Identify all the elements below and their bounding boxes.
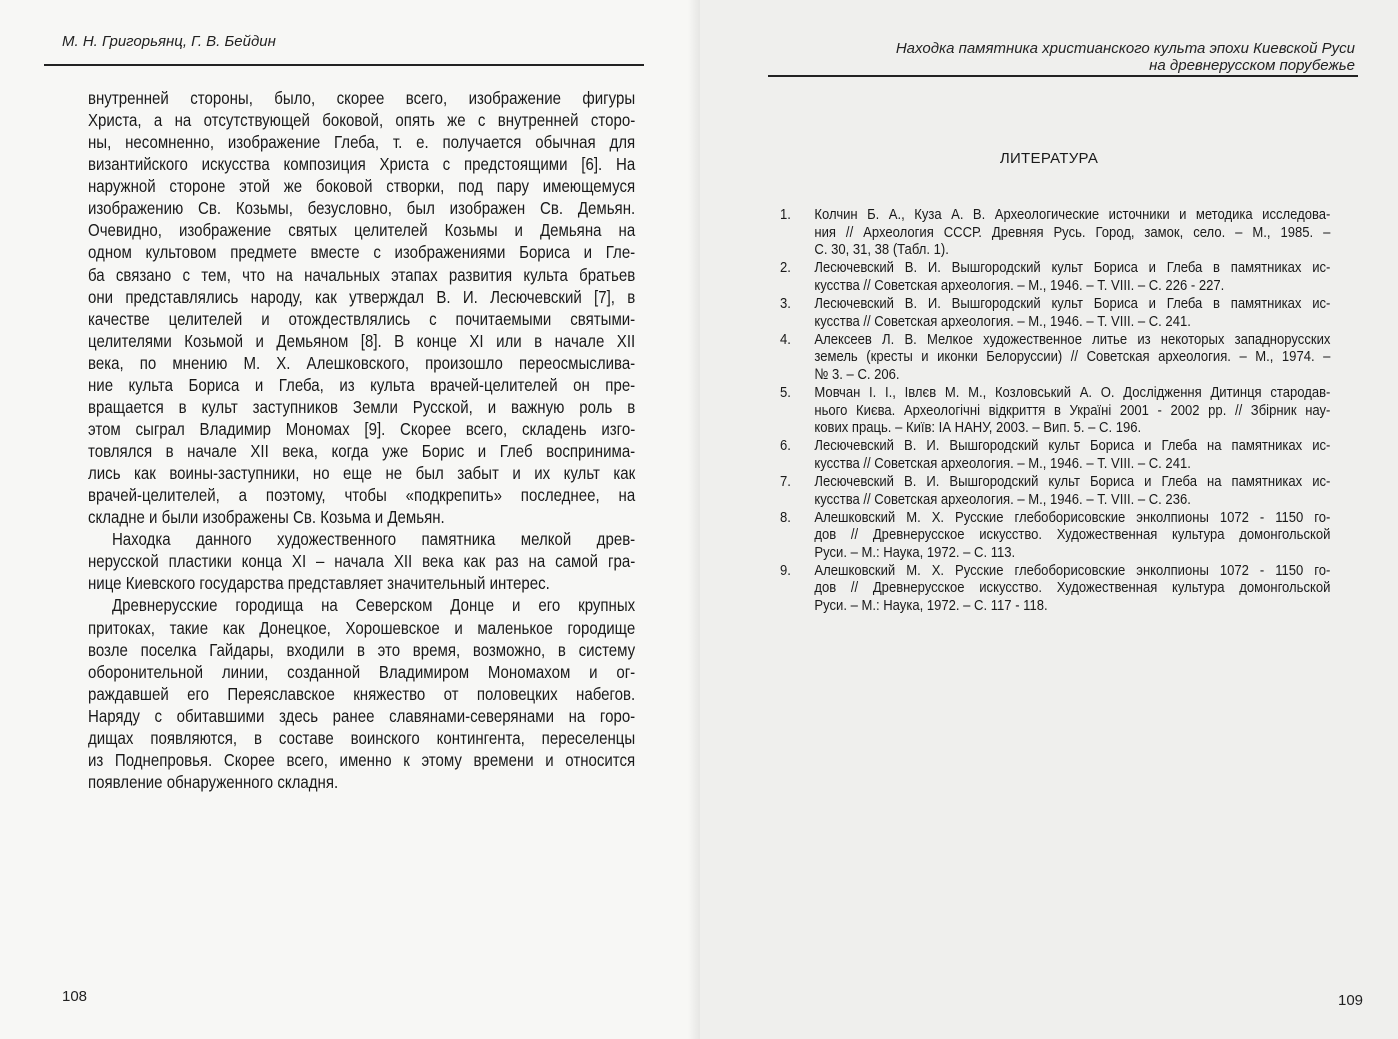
reference-line: ния // Археология СССР. Древняя Русь. Город, замок, село. – М., 1985. – (814, 223, 1331, 241)
reference-number: 6. (780, 437, 791, 455)
text-line: века, по мнению М. Х. Алешковского, произошло переосмыслива- (88, 352, 636, 373)
reference-number: 3. (780, 294, 791, 312)
reference-item (780, 437, 1330, 472)
header-rule (44, 64, 644, 66)
text-line: Находка данного художественного памятника мелкой древ- (111, 529, 636, 550)
reference-line: Лесючевский В. И. Вышгородский культ Бориса и Глеба на памятниках ис- (814, 472, 1331, 490)
reference-line: Алешковский М. Х. Русские глебоборисовские энколпионы 1072 - 1150 го- (814, 508, 1331, 526)
text-line: они представлялись народу, как утверждал В. И. Лесючевский [7], в (88, 286, 636, 307)
text-line: качестве целителей и отождествлялись с почитаемыми святыми- (88, 308, 636, 329)
reference-number: 4. (780, 330, 791, 348)
reference-line: С. 30, 31, 38 (Табл. 1). (814, 241, 949, 259)
reference-line: кусства // Советская археология. – М., 1946. – Т. VIII. – С. 241. (814, 454, 1191, 472)
reference-line: Алексеев Л. В. Мелкое художественное литье из некоторых западнорусских (814, 330, 1331, 348)
text-line: раждавшей его Переяславское княжество от половецких набегов. (88, 683, 636, 704)
reference-number: 9. (780, 561, 791, 579)
reference-line: кусства // Советская археология. – М., 1946. – Т. VIII. – С. 236. (814, 490, 1191, 508)
reference-item (780, 509, 1330, 562)
reference-line: дов // Древнерусское искусство. Художественная культура домонгольской (814, 526, 1331, 544)
reference-line: нього Києва. Археологічні відкриття в Україні 2001 - 2002 рр. // Збірник нау- (814, 401, 1331, 419)
text-line: Христа, а на отсутствующей боковой, опять же с внутренней сторо- (88, 110, 636, 131)
reference-item (780, 562, 1330, 615)
reference-item (780, 295, 1330, 330)
right-page (700, 0, 1398, 1039)
reference-line: Алешковский М. Х. Русские глебоборисовские энколпионы 1072 - 1150 го- (814, 561, 1331, 579)
text-line: Древнерусские городища на Северском Донце и его крупных (111, 595, 636, 616)
text-line: этом сыграл Владимир Мономах [9]. Скорее всего, складень изго- (88, 418, 636, 439)
text-line: изображению Св. Козьмы, безусловно, был изображен Св. Демьян. (88, 198, 636, 219)
reference-line: кусства // Советская археология. – М., 1946. – Т. VIII. – С. 226 - 227. (814, 276, 1225, 294)
text-line: ба связано с тем, что на начальных этапах развития культа братьев (88, 264, 636, 285)
reference-item (780, 206, 1330, 259)
text-line: появление обнаруженного складня. (88, 771, 339, 792)
reference-line: Колчин Б. А., Куза А. В. Археологические источники и методика исследова- (814, 206, 1331, 223)
text-line: товлялся в начале XII века, когда уже Борис и Глеб воспринима- (88, 441, 636, 461)
section-title: ЛИТЕРАТУРА (999, 150, 1099, 167)
reference-line: земель (кресты и иконки Белоруссии) // Советская археология. – М., 1974. – (814, 348, 1331, 366)
reference-line: кусства // Советская археология. – М., 1946. – Т. VIII. – С. 241. (814, 312, 1191, 330)
running-header-title (896, 40, 1355, 74)
text-line: складне и были изображены Св. Козьма и Демьян. (88, 507, 445, 528)
running-header-line: Находка памятника христианского культа эпохи Киевской Руси (895, 40, 1355, 57)
text-line: наружной стороне этой же боковой створки, под пару имеющемуся (88, 176, 636, 197)
reference-line: Мовчан І. І., Івлєв М. М., Козловський А. О. Дослідження Дитинця стародав- (814, 383, 1331, 401)
page-number: 108 (62, 988, 88, 1005)
text-line: нерусской пластики конца XI – начала XII века как раз на самой гра- (88, 551, 636, 572)
text-line: целителями Козьмой и Демьяном [8]. В конце XI или в начале XII (88, 330, 636, 351)
text-line: притоках, такие как Донецкое, Хорошевское и маленькое городище (88, 617, 636, 638)
reference-item (780, 259, 1330, 294)
reference-line: Лесючевский В. И. Вышгородский культ Бориса и Глеба в памятниках ис- (814, 259, 1331, 277)
reference-item (780, 384, 1330, 437)
header-rule (768, 75, 1358, 77)
reference-line: кових праць. – Київ: ІА НАНУ, 2003. – Вип. 5. – С. 196. (814, 419, 1142, 437)
text-line: дищах появляются, в составе воинского контингента, переселенцы (88, 727, 636, 748)
reference-list (780, 206, 1330, 615)
reference-line: № 3. – С. 206. (814, 365, 900, 383)
running-header-line: на древнерусском порубежье (1149, 57, 1355, 74)
text-line: лись как воины-заступники, но еще не был забыт и их культ как (88, 463, 636, 484)
text-line: одном культовом предмете вместе с изображениями Бориса и Гле- (88, 242, 636, 263)
reference-number: 2. (780, 259, 791, 277)
text-line: вращается в культ заступников Земли Русской, и важную роль в (88, 396, 636, 417)
page-number: 109 (1338, 992, 1364, 1009)
reference-item (780, 473, 1330, 508)
text-line: Очевидно, изображение святых целителей Козьмы и Демьяна на (88, 220, 636, 241)
reference-line: Лесючевский В. И. Вышгородский культ Бориса и Глеба на памятниках ис- (814, 437, 1331, 455)
reference-number: 7. (780, 472, 791, 490)
reference-number: 1. (780, 206, 791, 223)
running-header-authors: М. Н. Григорьянц, Г. В. Бейдин (62, 33, 276, 50)
text-line: врачей-целителей, а поэтому, чтобы «подкрепить» последнее, на (88, 485, 636, 506)
text-line: возле поселка Гайдары, входили в это время, возможно, в систему (88, 639, 636, 660)
reference-number: 5. (780, 383, 791, 401)
reference-item (780, 331, 1330, 384)
reference-line: Руси. – М.: Наука, 1972. – С. 113. (814, 543, 1016, 561)
reference-line: Руси. – М.: Наука, 1972. – С. 117 - 118. (814, 597, 1048, 615)
body-text (88, 87, 635, 793)
reference-number: 8. (780, 508, 791, 526)
text-line: византийского искусства композиция Христа с предстоящими [6]. На (88, 154, 636, 175)
text-line: ние культа Бориса и Глеба, из культа врачей-целителей он пре- (88, 374, 636, 395)
text-line: внутренней стороны, было, скорее всего, изображение фигуры (88, 88, 636, 108)
text-line: из Поднепровья. Скорее всего, именно к этому времени и относится (88, 749, 636, 770)
text-line: нице Киевского государства представляет значительный интерес. (88, 573, 550, 594)
text-line: оборонительной линии, созданной Владимиром Мономахом и ог- (88, 661, 636, 682)
reference-line: Лесючевский В. И. Вышгородский культ Бориса и Глеба в памятниках ис- (814, 294, 1331, 312)
reference-line: дов // Древнерусское искусство. Художественная культура домонгольской (814, 579, 1331, 597)
text-line: ны, несомненно, изображение Глеба, т. е. получается обычная для (88, 132, 636, 153)
text-line: Наряду с обитавшими здесь ранее славянами-северянами на горо- (88, 705, 636, 726)
